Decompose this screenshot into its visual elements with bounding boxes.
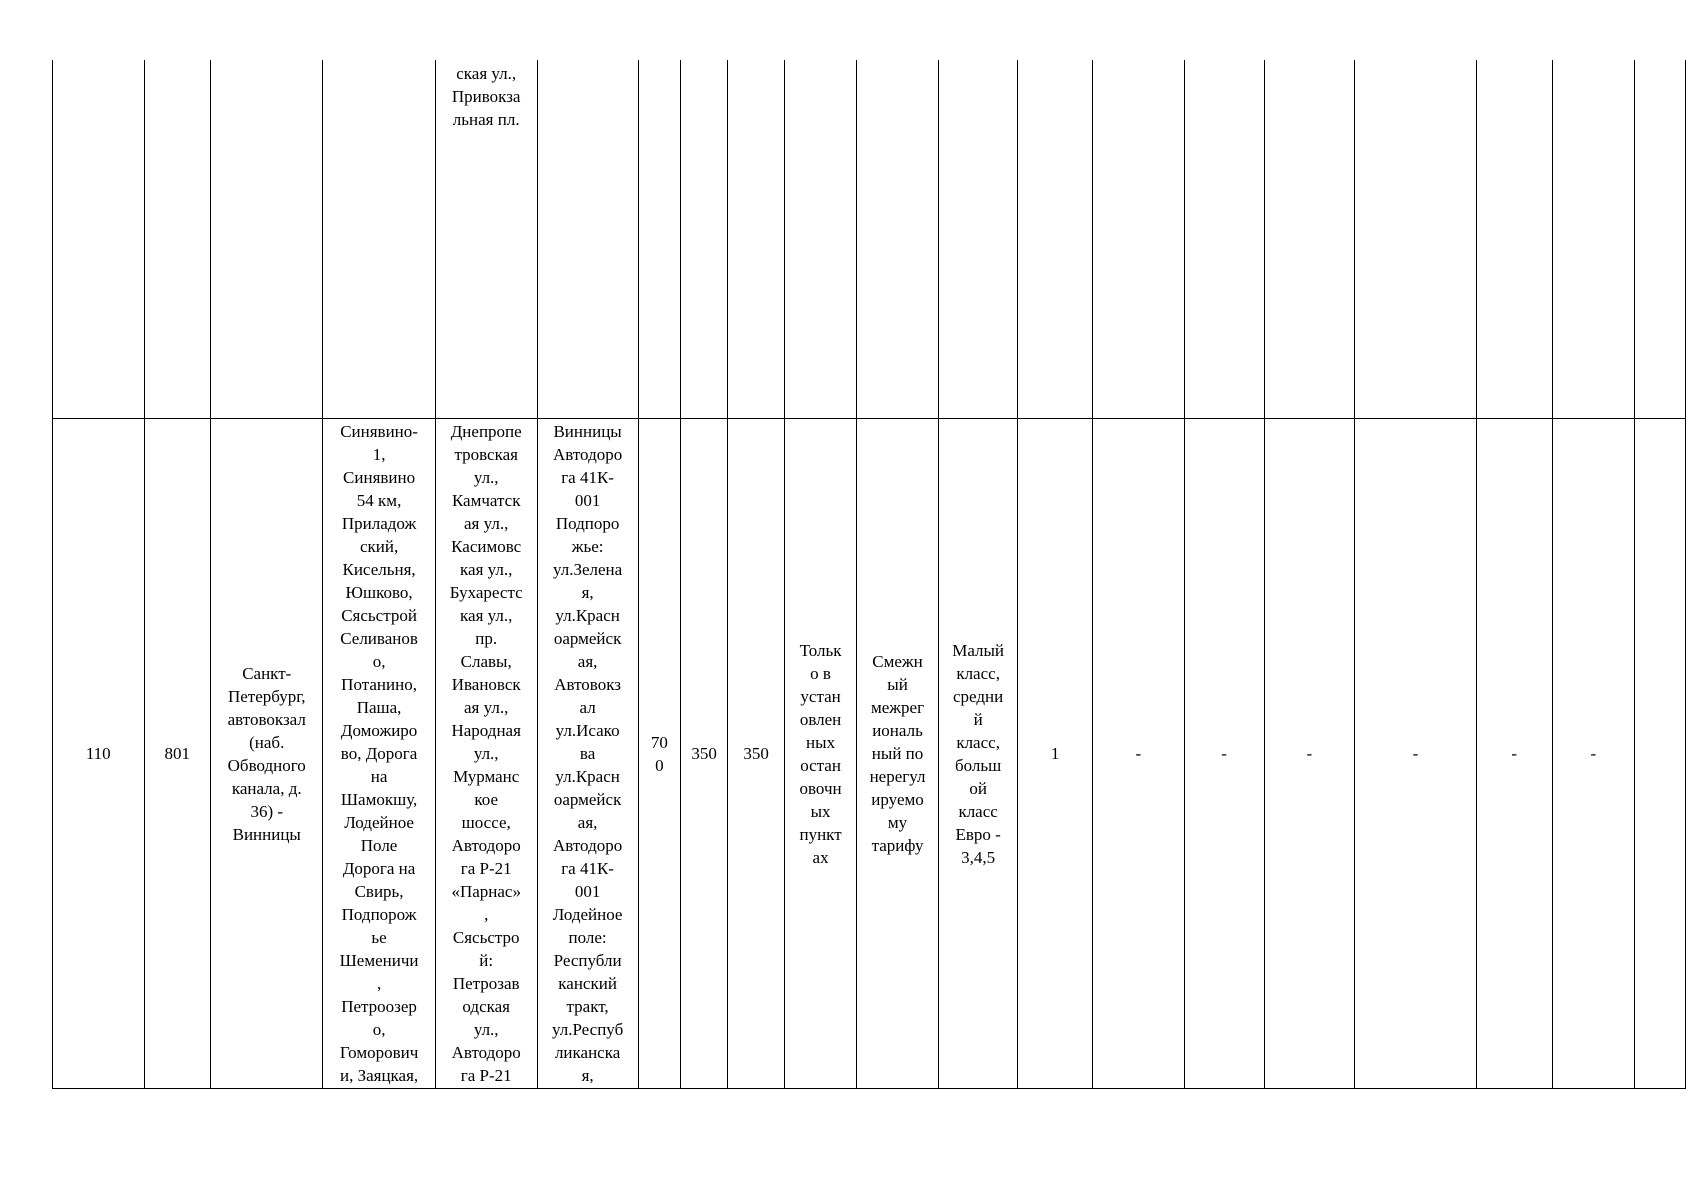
cell-text-line: 3,4,5 [961,847,996,867]
cell-text-line: ул., [473,1020,499,1039]
cell-empty [537,60,638,419]
cell-text-line: Автодоро [451,1043,521,1062]
cell-empty [939,60,1018,419]
cell-text-line: канала, д. [231,778,302,798]
cell-text-line: ул., [473,744,499,763]
cell-text-line: Шамокшу, [340,790,418,809]
cell-empty [638,60,681,419]
cell-dash: - [1552,419,1634,1089]
cell-text-line: ируемо [871,790,924,809]
cell-text-line: га Р-21 [460,1066,512,1085]
cell-transport-type [856,419,938,1089]
cell-text-line: класс, [956,732,1000,752]
cell-reg-number: 110 [53,419,145,1089]
cell-text-line: автовокзал [227,709,306,729]
cell-text-line: ье [371,928,387,947]
cell-text-line: о в [810,663,831,683]
cell-text-line: й [973,709,983,729]
cell-vehicle-class [939,419,1018,1089]
cell-text-line: Сясьстро [452,928,520,947]
cell-text-line: тракт, [566,997,609,1016]
cell-text-line: Дорога на [342,859,416,878]
cell-text-line: ул.Исако [555,721,620,740]
cell-empty [1634,419,1685,1089]
cell-text-line: кое [474,790,499,809]
cell-empty [856,60,938,419]
cell-text-line: Автодоро [552,836,623,855]
cell-text-line: больш [955,755,1002,775]
cell-text-line: остан [800,755,841,775]
cell-text-line: Автовокз [554,675,621,694]
cell-text-line: 36) - [250,801,284,821]
cell-text-line: Автодоро [552,445,623,464]
cell-text-line: ая, [577,813,598,832]
cell-text-line: Синявино [343,468,416,487]
cell-text-line: о, [372,652,386,671]
cell-text-line: Винницы [553,422,622,441]
cell-dash: - [1476,419,1552,1089]
cell-text-line: Лодейное [552,905,623,924]
cell-text-line: Потанино, [341,675,417,694]
cell-length-backward: 350 [727,419,784,1089]
cell-text-line: поле: [568,928,607,947]
cell-text-line: му [887,813,908,832]
cell-length-forward: 350 [681,419,728,1089]
cell-text-line: межрег [870,698,925,717]
cell-text-line: и, Заяцкая, [339,1066,419,1085]
register-sheet [52,60,1686,1085]
cell-text-line: льная пл. [452,110,520,129]
cell-text-line: ликанска [554,1043,621,1062]
cell-text-line: й: [479,951,494,970]
cell-text-line: ая, [577,652,598,671]
cell-empty [681,60,728,419]
cell-text-line: Мурманс [453,767,520,786]
cell-intermediate-stops [323,419,435,1089]
cell-empty [1476,60,1552,419]
cell-text-line: Народная [451,721,521,740]
cell-text-line: ул.Красн [555,606,620,625]
cell-text-line: ых [810,801,831,821]
cell-text-line: Автодоро [451,836,521,855]
cell-dash: - [1093,419,1185,1089]
cell-empty [1018,60,1093,419]
cell-empty [53,60,145,419]
cell-text-line: средни [953,686,1004,706]
cell-text-line: Бухарестс [449,583,523,602]
cell-text-line: ул.Зелена [552,560,623,579]
cell-text-line: Обводного [227,755,306,775]
cell-text-line: га Р-21 [460,859,512,878]
cell-text-line: «Парнас» [451,882,521,901]
cell-text-line: Шеменичи [339,951,419,970]
cell-text-line: Подпоро [555,514,620,533]
cell-text-line: Лодейное [344,813,414,832]
continued-row [53,60,1686,419]
cell-dash: - [1355,419,1477,1089]
cell-empty [727,60,784,419]
cell-empty [1093,60,1185,419]
cell-text-line: о, [372,1020,386,1039]
cell-text-line: 0 [655,755,664,775]
cell-text-line: Гоморович [339,1043,419,1062]
cell-text-line: Свирь, [354,882,404,901]
cell-empty [1634,60,1685,419]
cell-text-line: Ивановск [451,675,521,694]
cell-text-line: , [376,974,382,993]
cell-text-line: я, [581,1066,594,1085]
cell-text-line: Санкт- [242,663,292,683]
cell-text-line: Доможиро [340,721,418,740]
cell-text-line: ский, [359,537,399,556]
cell-vehicle-count: 1 [1018,419,1093,1089]
cell-text-line: ва [579,744,596,763]
cell-text-line: на [370,767,388,786]
cell-text-line: Касимовс [451,537,522,556]
cell-text-line: Евро - [955,824,1001,844]
cell-text-line: 1, [372,445,386,464]
cell-text-line: 54 км, [356,491,402,510]
cell-text-line: ах [812,847,829,867]
cell-text-line: устан [800,686,841,706]
cell-text-line: , [484,905,489,924]
cell-text-line: Сясьстрой [341,606,417,625]
cell-streets-forward [435,419,537,1089]
cell-text-line: Винницы [232,824,301,844]
cell-text-line: 001 [574,882,601,901]
cell-empty [323,60,435,419]
cell-dash: - [1264,419,1354,1089]
cell-text-line: овочн [799,778,842,798]
cell-route-number: 801 [144,419,211,1089]
cell-boarding-order [785,419,857,1089]
cell-text-line: ая ул., [464,698,509,717]
cell-text-line: ных [806,732,836,752]
cell-text-line: ская ул., [456,64,517,83]
cell-text-line: Петербург, [227,686,306,706]
cell-text-line: пр. [475,629,498,648]
cell-text-line: шоссе, [461,813,511,832]
cell-text-line: Малый [952,640,1005,660]
cell-text-line: во, Дорога [340,744,418,763]
cell-text-line: ный по [871,744,924,763]
cell-empty [144,60,211,419]
cell-text-line: кая ул., [460,606,513,625]
cell-text-line: га 41К- [561,468,614,487]
cell-text-line: овлен [799,709,842,729]
cell-text-line: Паша, [356,698,402,717]
cell-text-line: кая ул., [460,560,513,579]
cell-dash: - [1184,419,1264,1089]
cell-text-line: ой [969,778,987,798]
cell-stops-tail [435,60,537,419]
cell-text-line: ал [579,698,596,717]
cell-text-line: одская [462,997,510,1016]
cell-text-line: 001 [574,491,601,510]
cell-text-line: 70 [650,732,668,752]
cell-text-line: ул., [473,468,499,487]
route-register-table [52,60,1686,1089]
cell-text-line: класс, [956,663,1000,683]
cell-text-line: ул.Респуб [551,1020,624,1039]
cell-route-name [211,419,323,1089]
cell-length-total [638,419,681,1089]
cell-text-line: тарифу [871,836,924,855]
cell-text-line: Республи [553,951,622,970]
cell-text-line: оармейск [553,629,622,648]
cell-text-line: канский [558,974,617,993]
cell-text-line: Кисельня, [342,560,416,579]
cell-streets-backward [537,419,638,1089]
cell-text-line: Тольк [799,640,842,660]
cell-text-line: ая ул., [464,514,509,533]
cell-text-line: Селиванов [340,629,418,648]
cell-text-line: Юшково, [345,583,413,602]
cell-text-line: иональ [872,721,923,740]
cell-text-line: Смежн [872,652,923,671]
cell-text-line: Синявино- [340,422,418,441]
cell-empty [1264,60,1354,419]
cell-text-line: класс [958,801,998,821]
cell-text-line: ый [887,675,908,694]
cell-empty [785,60,857,419]
cell-text-line: ул.Красн [555,767,620,786]
cell-text-line: га 41К- [561,859,614,878]
cell-text-line: (наб. [249,732,285,752]
cell-text-line: тровская [454,445,518,464]
cell-text-line: Петрозав [452,974,520,993]
cell-text-line: Подпорож [341,905,417,924]
cell-empty [1184,60,1264,419]
cell-text-line: жье: [571,537,604,556]
route-row [53,419,1686,1089]
cell-text-line: Славы, [460,652,512,671]
cell-empty [211,60,323,419]
cell-text-line: пункт [799,824,842,844]
cell-empty [1355,60,1477,419]
cell-text-line: Петроозер [341,997,417,1016]
cell-text-line: нерегул [869,767,926,786]
cell-text-line: оармейск [553,790,622,809]
cell-empty [1552,60,1634,419]
cell-text-line: Приладож [341,514,417,533]
cell-text-line: Поле [360,836,398,855]
cell-text-line: я, [581,583,594,602]
cell-text-line: Камчатск [451,491,521,510]
cell-text-line: Привокза [451,87,521,106]
cell-text-line: Днепропе [450,422,522,441]
